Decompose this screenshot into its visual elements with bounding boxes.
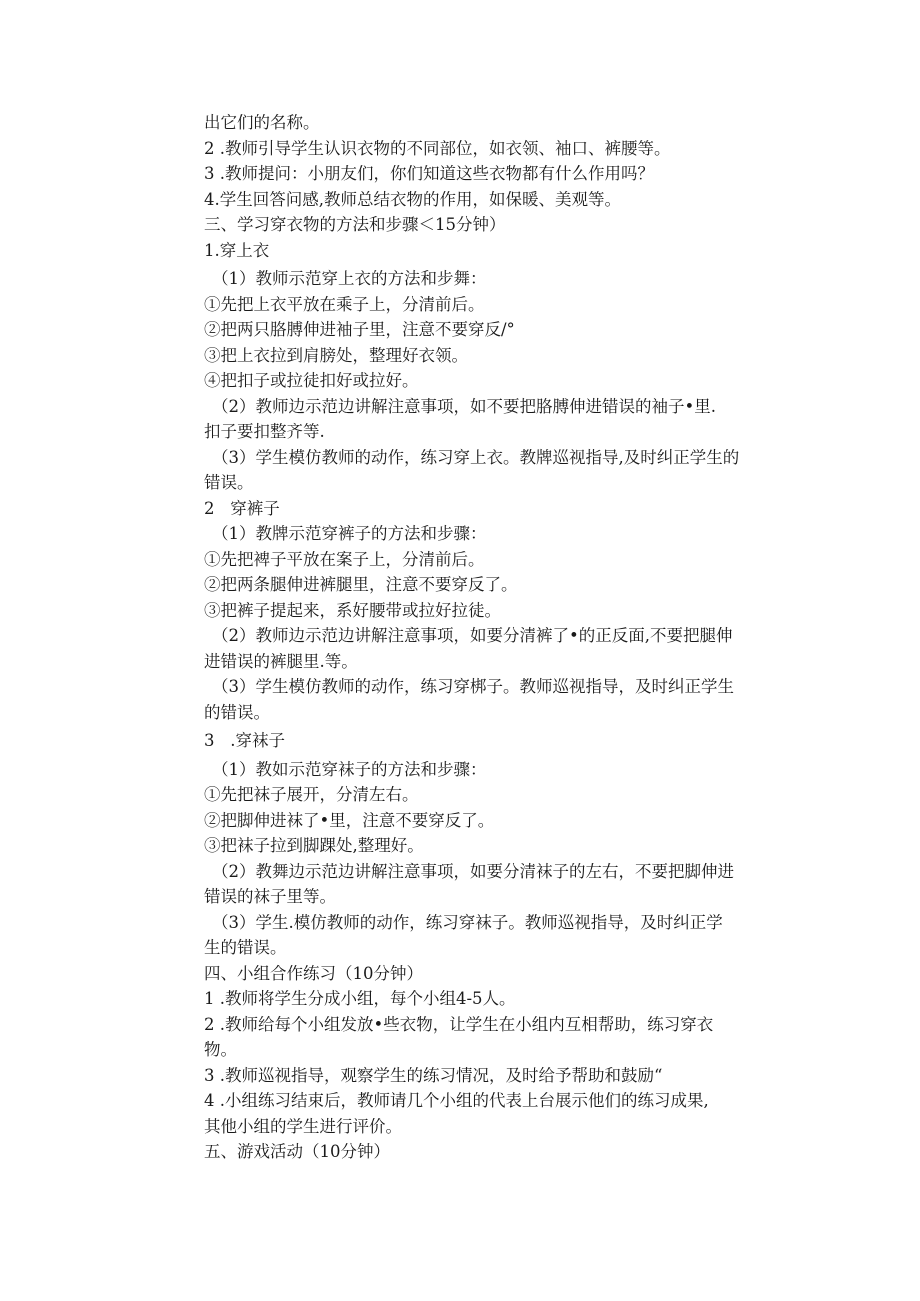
list-item: ①先把上衣平放在乘子上，分清前后。: [204, 294, 485, 314]
list-item: ①先把袜子展开，分清左右。: [204, 785, 419, 804]
text-line: 的错误。: [204, 702, 270, 722]
text-line: 错误。: [204, 473, 254, 492]
text-line: （2）教师边示范边讲解注意事项，如要分清裤了•的正反面,不要把腿伸: [212, 626, 733, 645]
text-line: 其他小组的学生进行评价。: [204, 1116, 402, 1136]
text-line: 扣子要扣整齐等.: [204, 422, 325, 441]
text-line: 生的错误。: [204, 938, 287, 957]
list-item: ③把裤子提起来，系好腰带或拉好拉徒。: [204, 600, 501, 620]
text-line: （1）教如示范穿袜子的方法和步骤：: [212, 759, 487, 779]
text-line: 物。: [204, 1040, 237, 1059]
list-item: ②把两只胳膊伸进袖子里，注意不要穿反/°: [204, 320, 515, 339]
subsection-heading: 1.穿上衣: [204, 240, 270, 260]
text-line: 错误的袜子里等。: [204, 887, 336, 906]
text-line: 2 .教师引导学生认识衣物的不同部位，如衣领、袖口、裤腰等。: [204, 138, 671, 158]
list-item: 2 .教师给每个小组发放•些衣物，让学生在小组内互相帮助，练习穿衣: [204, 1014, 714, 1034]
text-line: 出它们的名称。: [204, 113, 320, 132]
text-line: （2）教舞边示范边讲解注意事项，如要分清袜子的左右，不要把脚伸进: [212, 861, 734, 881]
text-line: （1）教师示范穿上衣的方法和步舞：: [212, 269, 487, 288]
list-item: ③把袜子拉到脚踝处,整理好。: [204, 836, 424, 855]
text-line: 进错误的裤腿里.等。: [204, 651, 358, 671]
text-line: （3）学生.模仿教师的动作，练习穿袜子。教师巡视指导，及时纠正学: [212, 912, 723, 932]
text-line: （3）学生模仿教师的动作，练习穿上衣。教牌巡视指导,及时纠正学生的: [212, 447, 740, 467]
subsection-heading: 2 穿裤子: [204, 498, 280, 518]
list-item: ②把脚伸进袜了•里，注意不要穿反了。: [204, 810, 495, 830]
list-item: ②把两条腿伸进裤腿里，注意不要穿反了。: [204, 575, 518, 594]
section-heading: 四、小组合作练习（10分钟）: [204, 963, 423, 983]
section-heading: 三、学习穿衣物的方法和步骤＜15分钟）: [204, 215, 506, 234]
list-item: 1 .教师将学生分成小组，每个小组4-5人。: [204, 989, 516, 1008]
document-body: [204, 110, 814, 1165]
list-item: ④把扣子或拉徒扣好或拉好。: [204, 371, 419, 390]
text-line: 4.学生回答问感,教师总结衣物的作用，如保暖、美观等。: [204, 189, 621, 209]
list-item: ①先把裨子平放在案子上，分清前后。: [204, 549, 485, 569]
list-item: 3 .教师巡视指导，观察学生的练习情况，及时给予帮助和鼓励“: [204, 1065, 663, 1085]
list-item: 4 .小组练习结束后，教师请几个小组的代表上台展示他们的练习成果,: [204, 1091, 709, 1110]
section-heading: 五、游戏活动（10分钟）: [204, 1142, 390, 1161]
text-line: 3 .教师提问：小朋友们，你们知道这些衣物都有什么作用吗？: [204, 164, 654, 183]
text-line: （2）教师边示范边讲解注意事项，如不要把胳膊伸进错误的袖子•里.: [212, 396, 716, 416]
subsection-heading: 3 .穿袜子: [204, 731, 285, 750]
text-line: （1）教牌示范穿裤子的方法和步骤：: [212, 524, 487, 543]
text-line: （3）学生模仿教师的动作，练习穿梆子。教师巡视指导，及时纠正学生: [212, 677, 734, 696]
list-item: ③把上衣拉到肩膀处，整理好衣领。: [204, 345, 468, 365]
